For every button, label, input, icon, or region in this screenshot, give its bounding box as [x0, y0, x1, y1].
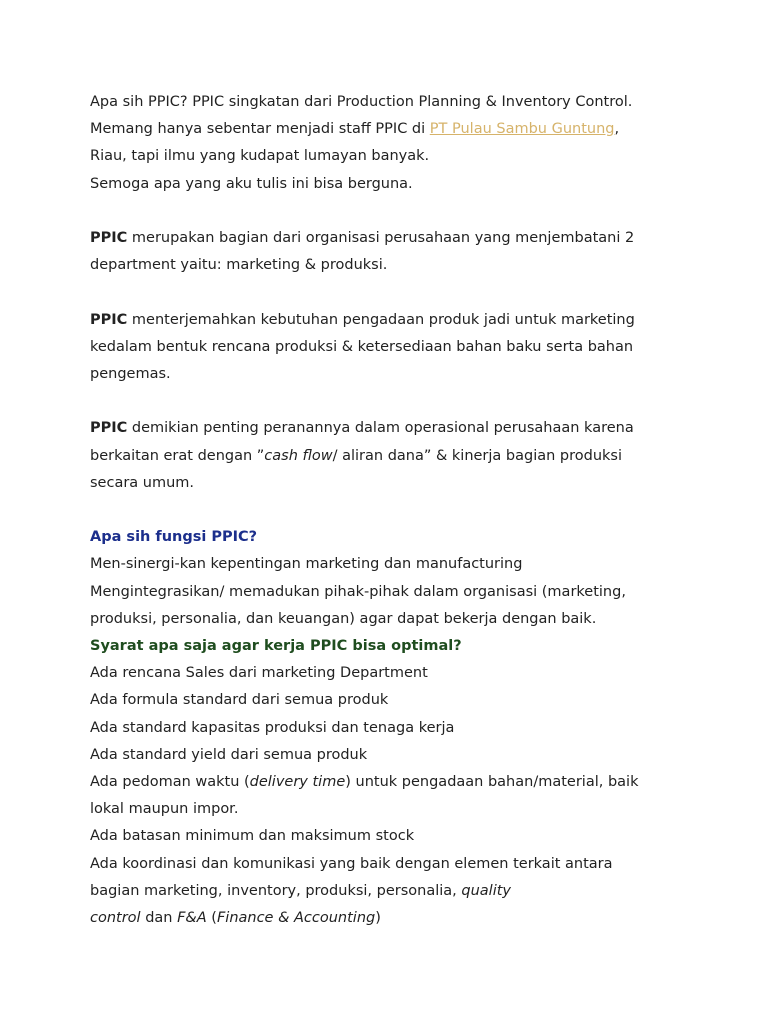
- intro-line-2: [90, 116, 730, 143]
- fungsi-item-2-line-2: produksi, personalia, dan keuangan) agar dapat bekerja dengan baik.: [90, 610, 597, 627]
- syarat-item-7-text-dan: dan: [140, 910, 178, 927]
- para1-bold-term: PPIC: [90, 230, 128, 246]
- para1-line-1: [90, 225, 730, 252]
- syarat-item-7-line-2: [90, 878, 730, 905]
- para3-line-3: secara umum.: [90, 474, 195, 491]
- syarat-item-5-line-1: [90, 769, 730, 796]
- para3-italic-term: cash flow: [264, 447, 333, 464]
- syarat-item-4: Ada standard yield dari semua produk: [90, 746, 368, 763]
- spacer: [90, 198, 730, 225]
- syarat-item-7-paren-open: (: [206, 910, 217, 927]
- para1-line-2: department yaitu: marketing & produksi.: [90, 257, 388, 274]
- para3-line-2-rest: / aliran dana” & kinerja bagian produksi: [332, 447, 623, 464]
- syarat-item-2: Ada formula standard dari semua produk: [90, 692, 389, 709]
- syarat-item-7-line-3: [90, 905, 730, 932]
- syarat-item-7-line-1: Ada koordinasi dan komunikasi yang baik dengan elemen terkait antara: [90, 855, 613, 872]
- document-page: [90, 89, 730, 932]
- syarat-item-1: Ada rencana Sales dari marketing Department: [90, 665, 428, 682]
- intro-line-1: Apa sih PPIC? PPIC singkatan dari Production Planning & Inventory Control.: [90, 94, 633, 110]
- intro-line-3: Riau, tapi ilmu yang kudapat lumayan banyak.: [90, 148, 430, 165]
- para3-line-2-text: berkaitan erat dengan ”: [90, 447, 265, 464]
- para2-line-1-text: menterjemahkan kebutuhan pengadaan produk jadi untuk marketing: [127, 311, 635, 328]
- syarat-item-6: Ada batasan minimum dan maksimum stock: [90, 828, 415, 845]
- spacer: [90, 279, 730, 306]
- intro-line-2-comma: ,: [614, 121, 620, 138]
- para3-line-1: [90, 415, 730, 442]
- syarat-item-7-italic-quality: quality: [461, 882, 512, 899]
- syarat-item-3: Ada standard kapasitas produksi dan tenaga kerja: [90, 719, 455, 736]
- syarat-item-7-italic-fa: F&A: [177, 910, 207, 927]
- spacer: [90, 497, 730, 524]
- para2-line-1: [90, 307, 730, 334]
- syarat-heading: Syarat apa saja agar kerja PPIC bisa optimal?: [90, 638, 462, 654]
- syarat-item-5-line-2: lokal maupun impor.: [90, 801, 239, 818]
- syarat-item-5-text: Ada pedoman waktu (: [90, 774, 250, 791]
- para2-line-2: kedalam bentuk rencana produksi & ketersediaan bahan baku serta bahan: [90, 338, 634, 355]
- para2-line-3: pengemas.: [90, 366, 171, 382]
- fungsi-item-2-line-1: Mengintegrasikan/ memadukan pihak-pihak dalam organisasi (marketing,: [90, 583, 626, 600]
- intro-line-4: Semoga apa yang aku tulis ini bisa berguna.: [90, 175, 413, 192]
- para3-line-2: [90, 443, 730, 470]
- syarat-item-7-italic-finance: Finance & Accounting: [216, 910, 376, 927]
- spacer: [90, 388, 730, 415]
- syarat-item-7-line-2-text: bagian marketing, inventory, produksi, personalia,: [90, 882, 462, 899]
- syarat-item-5-rest: ) untuk pengadaan bahan/material, baik: [345, 774, 639, 791]
- fungsi-heading: Apa sih fungsi PPIC?: [90, 529, 258, 546]
- fungsi-item-1: Men-sinergi-kan kepentingan marketing dan manufacturing: [90, 556, 523, 573]
- para3-bold-term: PPIC: [90, 420, 128, 437]
- syarat-item-7-italic-control: control: [90, 910, 141, 927]
- company-link[interactable]: PT Pulau Sambu Guntung: [429, 121, 615, 138]
- para1-line-1-text: merupakan bagian dari organisasi perusahaan yang menjembatani 2: [127, 230, 635, 246]
- para3-line-1-text: demikian penting peranannya dalam operasional perusahaan karena: [127, 420, 634, 437]
- syarat-item-5-italic: delivery time: [249, 774, 346, 791]
- para2-bold-term: PPIC: [90, 311, 128, 328]
- syarat-item-7-paren-close: ): [375, 910, 381, 927]
- intro-line-2-text: Memang hanya sebentar menjadi staff PPIC di: [90, 121, 430, 138]
